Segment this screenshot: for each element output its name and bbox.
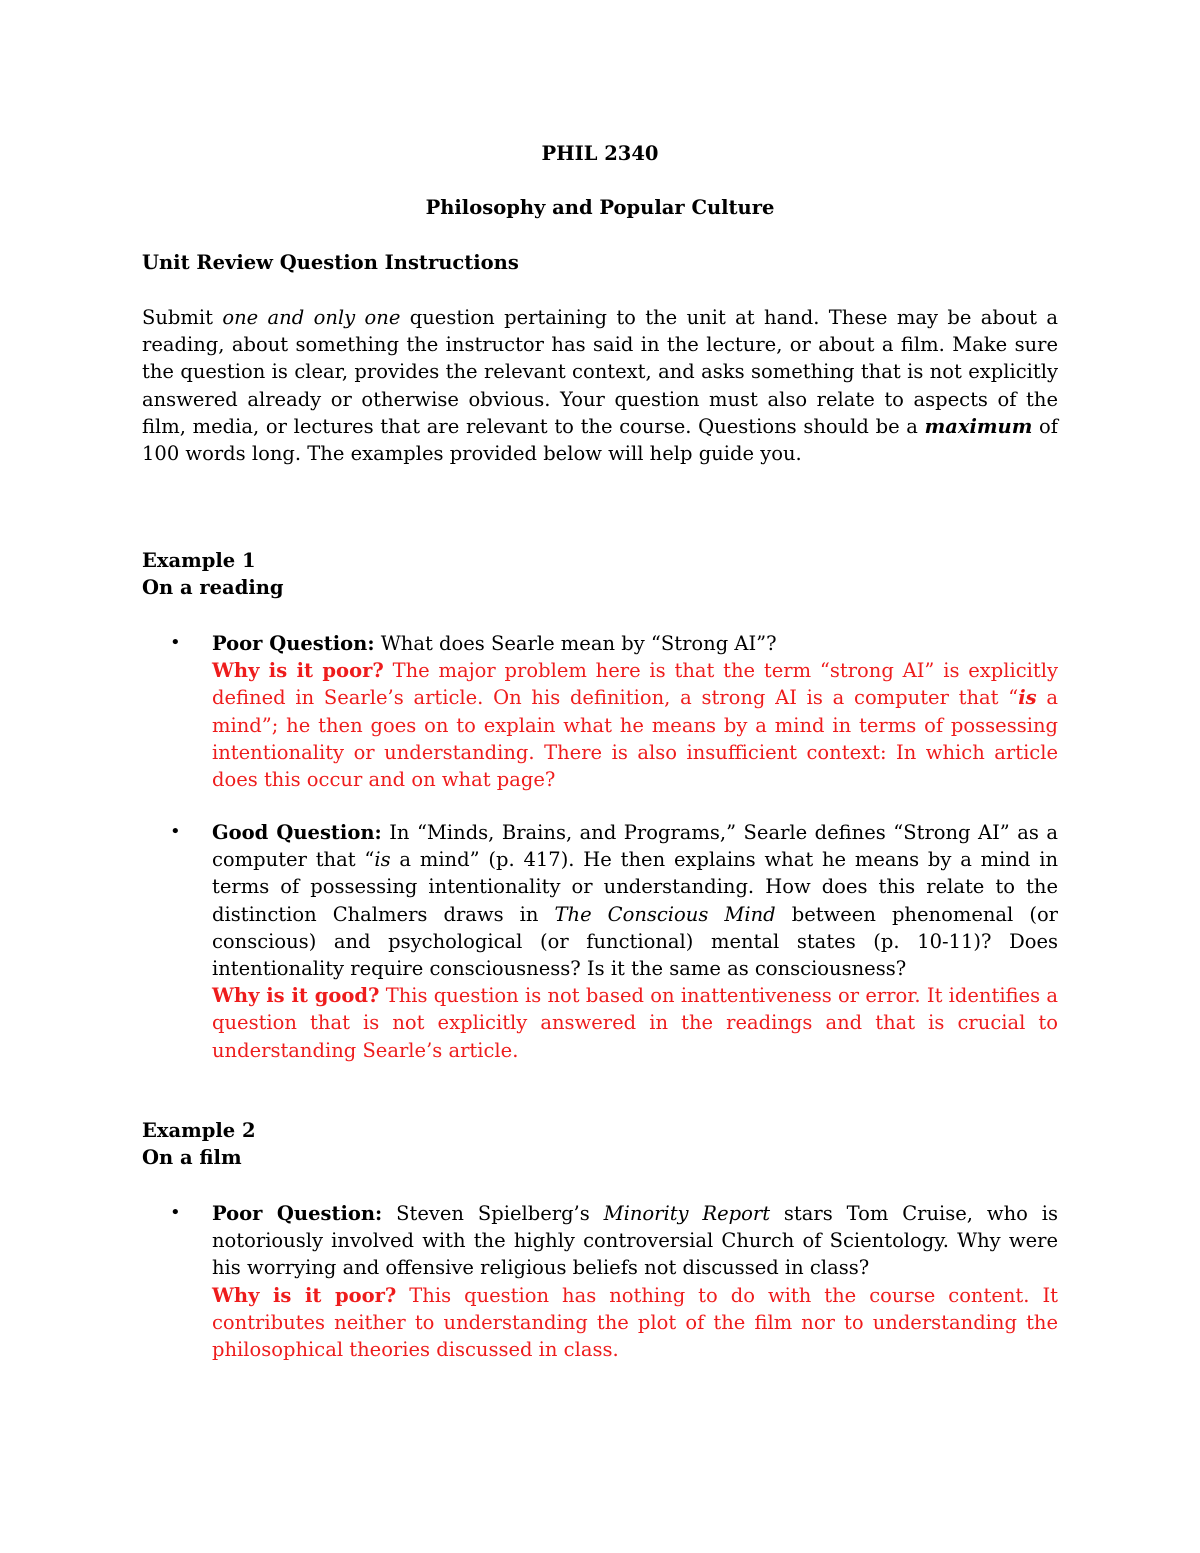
bullet-icon: • (170, 632, 181, 653)
instructions-paragraph: Submit one and only one question pertaining to the unit at hand. These may be about a reading, about something the instructor has said in the lecture, or about a film. Make sure the question is clear, provides the relevant context, and asks something that is not explicitly answered already or otherwise obvious. Your question must also relate to aspects of the film, media, or lectures that are relevant to the course. Questions should be a maximum of 100 words long. The examples provided below will help guide you. (142, 306, 1058, 466)
example-1-good-question: Good Question: In “Minds, Brains, and Programs,” Searle defines “Strong AI” as a computer that “is a mind” (p. 417). He then explains what he means by a mind in terms of possessing intentionality or understanding. How does this relate to the distinction Chalmers draws in The Conscious Mind between phenomenal (or conscious) and psychological (or functional) mental states (p. 10-11)? Does intentionality require consciousness? Is it the same as consciousness? Why is it good? This question is not based on inattentiveness or error. It identifies a question that is not explicitly answered in the readings and that is crucial to understanding Searle’s article. (212, 821, 1059, 1062)
example-1-subheading: On a reading (142, 576, 284, 599)
bullet-icon: • (170, 1202, 181, 1223)
example-2-heading: Example 2 (142, 1119, 256, 1142)
section-heading: Unit Review Question Instructions (142, 251, 519, 274)
example-2-subheading: On a film (142, 1146, 242, 1169)
course-code: PHIL 2340 (541, 142, 659, 165)
course-title: Philosophy and Popular Culture (425, 196, 775, 219)
example-2-poor-question: Poor Question: Steven Spielberg’s Minority Report stars Tom Cruise, who is notoriously involved with the highly controversial Church of Scientology. Why were his worrying and offensive religious beliefs not discussed in class? Why is it poor? This question has nothing to do with the course content. It contributes neither to understanding the plot of the film nor to understanding the philosophical theories discussed in class. (212, 1202, 1058, 1362)
example-1-heading: Example 1 (142, 549, 256, 572)
bullet-icon: • (170, 821, 181, 842)
example-1-poor-question: Poor Question: What does Searle mean by “Strong AI”? Why is it poor? The major problem here is that the term “strong AI” is explicitly defined in Searle’s article. On his definition, a strong AI is a computer that “is a mind”; he then goes on to explain what he means by a mind in terms of possessing intentionality or understanding. There is also insufficient context: In which article does this occur and on what page? (212, 632, 1059, 792)
